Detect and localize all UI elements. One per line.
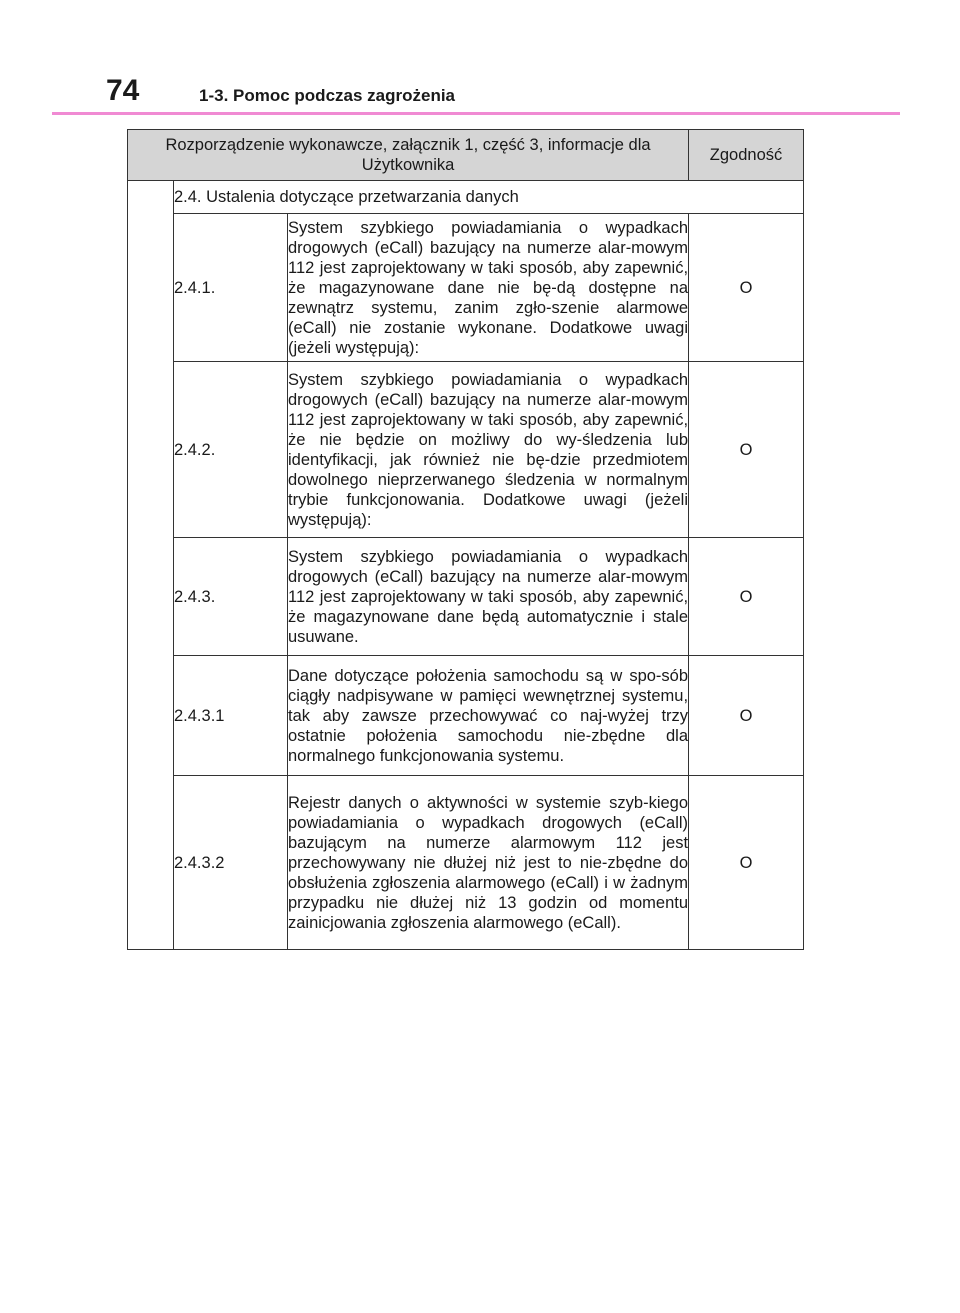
row-description: System szybkiego powiadamiania o wypadkach drogowych (eCall) bazujący na numerze alar-mowym 112 jest zaprojektowany w taki sposób, aby zapewnić, że magazynowane dane nie bę-dą dostępne na zewnątrz systemu, zanim zgło-szenie alarmowe (eCall) nie zostanie wykonane. Dodatkowe uwagi (jeżeli występują): <box>288 214 689 362</box>
table-row <box>128 776 804 950</box>
row-compliance: O <box>689 214 804 362</box>
row-description: Rejestr danych o aktywności w systemie szyb-kiego powiadamiania o wypadkach drogowych (eCall) bazującym na numerze alarmowym 112 jest przechowywany nie dłużej niż jest to nie-zbędne do obsłużenia zgłoszenia alarmowego (eCall) i w żadnym przypadku nie dłużej niż 13 godzin od momentu zainicjowania zgłoszenia alarmowego (eCall). <box>288 776 689 950</box>
row-code: 2.4.2. <box>174 362 288 538</box>
row-compliance: O <box>689 538 804 656</box>
subheading: 2.4. Ustalenia dotyczące przetwarzania danych <box>174 181 804 214</box>
row-code: 2.4.3.1 <box>174 656 288 776</box>
row-description: System szybkiego powiadamiania o wypadkach drogowych (eCall) bazujący na numerze alar-mowym 112 jest zaprojektowany w taki sposób, aby zapewnić, że nie będzie on możliwy do wy-śledzenia lub identyfikacji, jak również nie bę-dzie przedmiotem dowolnego nieprzerwanego śledzenia w normalnym trybie funkcjonowania. Dodatkowe uwagi (jeżeli występują): <box>288 362 689 538</box>
indent-cell <box>128 181 174 950</box>
row-description: System szybkiego powiadamiania o wypadkach drogowych (eCall) bazujący na numerze alar-mowym 112 jest zaprojektowany w taki sposób, aby zapewnić, że magazynowane dane będą automatycznie i stale usuwane. <box>288 538 689 656</box>
table-row <box>128 362 804 538</box>
regulation-table <box>127 129 804 950</box>
table-row <box>128 538 804 656</box>
table-header-row <box>128 130 804 181</box>
subheading-row <box>128 181 804 214</box>
column-header-regulation: Rozporządzenie wykonawcze, załącznik 1, część 3, informacje dla Użytkownika <box>128 130 689 181</box>
row-compliance: O <box>689 776 804 950</box>
section-title: 1-3. Pomoc podczas zagrożenia <box>199 86 456 105</box>
table-row <box>128 656 804 776</box>
row-code: 2.4.1. <box>174 214 288 362</box>
row-code: 2.4.3.2 <box>174 776 288 950</box>
table-row <box>128 214 804 362</box>
row-compliance: O <box>689 656 804 776</box>
row-code: 2.4.3. <box>174 538 288 656</box>
header-divider <box>52 112 900 115</box>
column-header-compliance: Zgodność <box>689 130 804 181</box>
row-compliance: O <box>689 362 804 538</box>
row-description: Dane dotyczące położenia samochodu są w spo-sób ciągły nadpisywane w pamięci wewnętrznej systemu, tak aby zawsze przechowywać co naj-wyżej trzy ostatnie położenia samochodu nie-zbędne dla normalnego funkcjonowania systemu. <box>288 656 689 776</box>
page-number: 74 <box>106 74 140 107</box>
